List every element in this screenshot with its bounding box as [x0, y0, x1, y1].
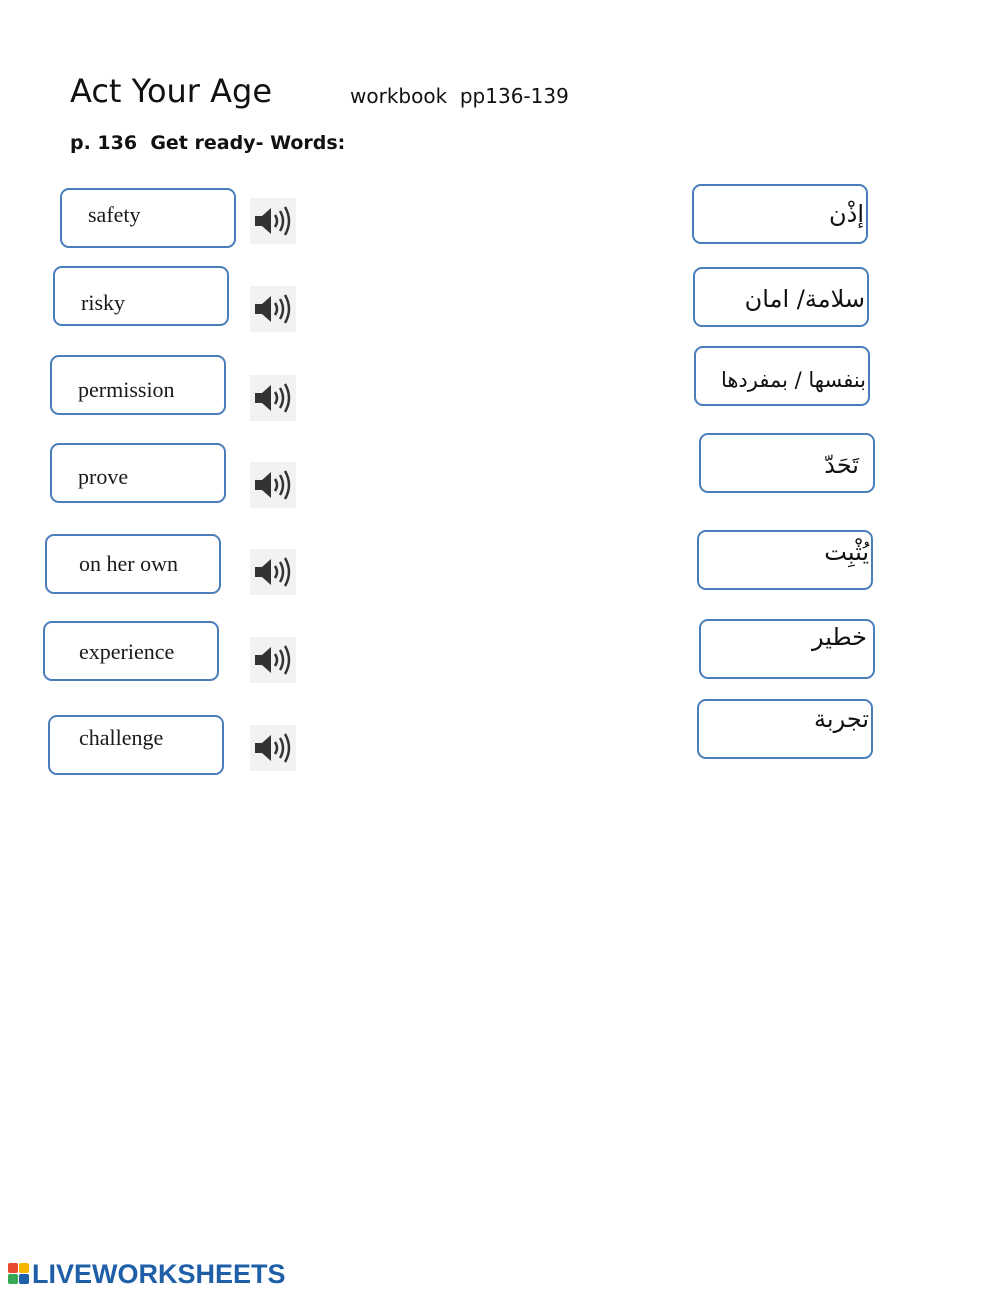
speaker-icon[interactable]: [250, 286, 296, 332]
word-box-experience[interactable]: [43, 621, 219, 681]
page-title: Act Your Age: [70, 72, 273, 110]
translation-box-5[interactable]: [697, 530, 873, 590]
speaker-icon[interactable]: [250, 198, 296, 244]
translation-label: تَحَدّ: [824, 451, 859, 479]
section-heading: p. 136 Get ready- Words:: [70, 132, 346, 154]
translation-label: خطير: [811, 623, 867, 651]
translation-box-6[interactable]: [699, 619, 875, 679]
word-label: on her own: [79, 551, 178, 576]
translation-box-4[interactable]: [699, 433, 875, 493]
speaker-icon[interactable]: [250, 725, 296, 771]
brand-name: LIVEWORKSHEETS: [32, 1258, 286, 1289]
speaker-icon[interactable]: [250, 462, 296, 508]
workbook-reference: workbook pp136-139: [350, 84, 569, 108]
translation-box-3[interactable]: [694, 346, 870, 406]
speaker-icon[interactable]: [250, 549, 296, 595]
word-label: experience: [79, 639, 175, 664]
word-label: safety: [88, 202, 141, 227]
word-label: challenge: [79, 725, 164, 750]
translation-box-2[interactable]: [693, 267, 869, 327]
word-box-challenge[interactable]: [48, 715, 224, 775]
speaker-icon[interactable]: [250, 375, 296, 421]
word-box-permission[interactable]: [50, 355, 226, 415]
word-box-prove[interactable]: [50, 443, 226, 503]
word-label: permission: [78, 377, 175, 402]
word-box-on-her-own[interactable]: [45, 534, 221, 594]
translation-label: بنفسها / بمفردها: [720, 368, 866, 392]
translation-box-7[interactable]: [697, 699, 873, 759]
translation-label: تجربة: [814, 705, 869, 733]
word-box-risky[interactable]: [53, 266, 229, 326]
translation-box-1[interactable]: [692, 184, 868, 244]
speaker-icon[interactable]: [250, 637, 296, 683]
translation-label: سلامة/ امان: [744, 285, 865, 313]
logo-mark-icon: [8, 1263, 30, 1285]
liveworksheets-logo: [8, 1258, 286, 1289]
translation-label: إذْن: [829, 200, 864, 228]
word-label: risky: [81, 290, 125, 315]
word-label: prove: [78, 464, 129, 489]
translation-label: يُثْبِت: [824, 538, 869, 566]
word-box-safety[interactable]: [60, 188, 236, 248]
